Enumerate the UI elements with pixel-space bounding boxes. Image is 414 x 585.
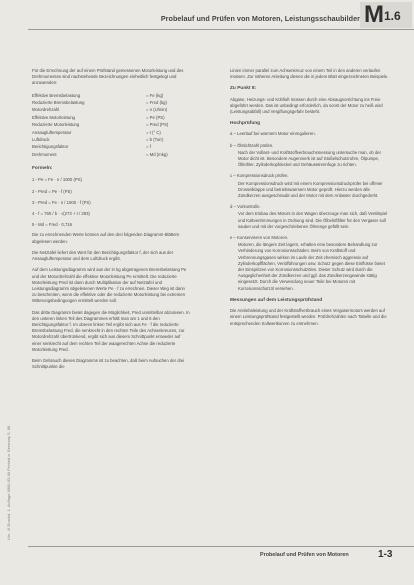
footer-title: Probelauf und Prüfen von Motoren (260, 552, 349, 558)
messungen-paragraph: Die Antriebsleistung und der Kraftstoffverbrauch eines Vergasermotors werden auf einem Leistungsprüfstand festgestellt werden. Prüfdrehzahlen nach Tabelle und die entsprechenden Sollwertkurven zu entnehmen. (230, 308, 387, 326)
body-paragraph: Beim Gebrauch dieses Diagramms ist zu beachten, daß beim Aufsuchen der drei Schnittpunkte die (32, 357, 185, 370)
body-paragraph: Auf dem Leistungsdiagramm wird aus der in kg abgetragenen Bremsbelastung Pe und der Motordrehzahl die effektive Motorleistung Pe ermittelt. Die reduzierte Motorleistung Pred ist dann durch Multiplikation der auf Netztafel und Leistungsdiagramm abgelesenen Werte Pe · f zu errechnen. Dieser Weg ist dann zu beschreiten, wenn die effektive oder die reduzierte Motorleistung bei extremen Witterungsbedingungen ermittelt werden soll. (32, 267, 187, 304)
body-paragraph: Das dritte Diagramm bietet dagegen die Möglichkeit, Pred unmittelbar abzulesen. In den unteren linken Teil des Diagrammes erhält man am 1 und 6 den Berichtigungsfaktor f. Im oberen linken Teil ergibt sich aus Fe · f die reduzierte Bremsbelastung Fred, die senkrecht in den rechten Teile des Achsenkreuzes, zur Motordrehzahl übertrünkend, ergibt sich aus diesem Schnittpunkt entweder auf einer senkrecht auf dem rechten Teil der waagerechten Achse die reduzierte Motorleistung Pred. (32, 309, 190, 352)
page-header-title: Probelauf und Prüfen von Motoren, Leistungsschaubilder (160, 14, 360, 23)
body-paragraph: Die zu errechnenden Werte können auf den drei folgenden Diagramm-Blättern abgelesen werden. (32, 232, 180, 244)
formula-line: 5 - Md = Fred · 0,716 (32, 222, 73, 228)
section-badge-letter: M (364, 1, 384, 28)
formula-line: 2 - Pred = Pe · f (PS) (32, 188, 72, 194)
section-badge (360, 2, 412, 28)
definition-row: Luftdruck = b (Torr) (32, 137, 164, 143)
definition-row: Ansaugluftemperatur = t (° C) (32, 129, 161, 135)
check-item-body: Der Kompressionsdruck wird mit einem Kompressionsdruckprüfer bei offener Drosselklappe und betriebswarmem Motor geprüft. Hierzu werden alle Zündkerzen ausgeschraubt und der Motor mit dem Anlasser durchgedreht. (238, 180, 383, 199)
definition-row: Motordrehzahl = n (U/min) (32, 107, 168, 113)
definition-row: Drehmoment = Md (mkg) (32, 151, 168, 157)
left-column (32, 68, 190, 375)
check-item-body: Vor dem Einbau des Motors in den Wagen überzeuge man sich, daß Ventilspiel und Kaltvertrimmungen in Ordnung sind. Die Ölbelüftfilter für den Vergaser soll sauber und mit der vorgeschriebenen Ölmenge gefüllt sein. (238, 211, 388, 229)
definition-row: Effektive Motorleistung = Pe (PS) (32, 114, 165, 120)
body-paragraph: Die Netztafel liefert den Wert für den Berichtigungsfaktor f, der sich aus der Ansaugluftemperatur und dem Luftdruck ergibt. (32, 249, 174, 262)
messungen-heading: Messungen auf dem Leistungsprüfstand (230, 297, 323, 303)
check-item-title: c – Kompressionsdruck prüfen. (230, 173, 289, 179)
check-item-title: a – Leerlauf bei warmem Motor einregulieren. (230, 131, 316, 137)
formulas-heading: Formeln: (32, 166, 53, 172)
section-badge-number: 1.6 (384, 9, 401, 23)
check-item-body: Nach der Vollast- und Kraftstoffverbrauchsmessung untersuche man, ob der Motor dicht ist. Besondere Augenmerk ist auf Stoßelschutzrohre, Ölpumpe, Ölkühler, Zylinderkopfdeckel und Gehäusetrennfuge zu richten. (238, 149, 382, 168)
formula-line: 4 - f = 760 / b · √(273 + t / 293) (32, 211, 90, 217)
formula-line: 3 - Pred = Fe · n / 1000 · f (PS) (32, 199, 91, 205)
intro-paragraph: Für die Errechnung der auf einem Prüfstand gemessenen Motorleistung und des Drehmomentes sind nachstehende Bezeichnungen einheitlich festgelegt und anzuwenden: (32, 68, 184, 86)
check-item-title: b – Ölstichtzahl prüfen. (230, 142, 274, 148)
page-number: 1-3 (378, 549, 393, 560)
hochpruefung-heading: Hochprüfung (230, 121, 261, 127)
zu-punkt-paragraph: Abgase, Heizungs- und Kühlluft müssen durch eine Absaugvorrichtung ins Freie abgeführt werden. Das ist unbedingt erforderlich, da sonst der Motor zu heiß wird (Leistungsabfall) und Vergiftungsgefahr besteht. (230, 96, 383, 115)
check-item-title: d – Vorkontrolle. (230, 204, 261, 210)
definition-row: Berichtigungsfaktor = f (32, 144, 151, 150)
right-column (230, 68, 390, 332)
check-item-title: e – Konservieren von Motoren. (230, 235, 289, 241)
continuation-paragraph: Linien immer parallel zum Achsenkreuz von einem Teil in den anderen verlaufen müssen. Zur näheren Anleitung dienen die in jedem Blatt eingezeichneten Beispiele. (230, 68, 389, 80)
definition-row: Reduzierte Bremsbelastung = Fred (kg) (32, 100, 167, 106)
margin-print-note: Lfm. 4f Druckd. 1. Auflage 0000-03-00 Printed in Germany S. 86 (7, 425, 11, 540)
header-rule (28, 29, 414, 30)
definition-row: Effektive Bremsbelastung = Fe (kg) (32, 92, 164, 98)
check-item-body: Motoren, die längere Zeit lagern, erhalten eine besondere Behandlung zur Verhinderung von Korrosionsschäden. Beim von Kraftstoff und Verbrennungsgasen wirken im Laufe der Zeit chemisch aggressiv auf Zylinderkopfflächen, Ventilführungen usw. Schutz gegen diese Einflüsse bietet der Einspritzen von Korrosionsschutzölen. Dieser Schutz wird durch die Ausgeglichenheit der Zündkerzen und ggf. das Zündkerzengewinde stätig eingesetzt. Durch die Verwendung neuer Teile bei Motoren mit Korrosionsschutzöl versehen. (238, 242, 385, 291)
formula-line: 1 - Pe = Fe · n / 1000 (PS) (32, 177, 82, 183)
definition-list (32, 92, 190, 159)
zu-punkt-heading: Zu Punkt 8: (230, 86, 257, 92)
footer-rule (28, 546, 414, 547)
definition-row: Reduzierte Motorleistung = Pred (PS) (32, 122, 169, 128)
